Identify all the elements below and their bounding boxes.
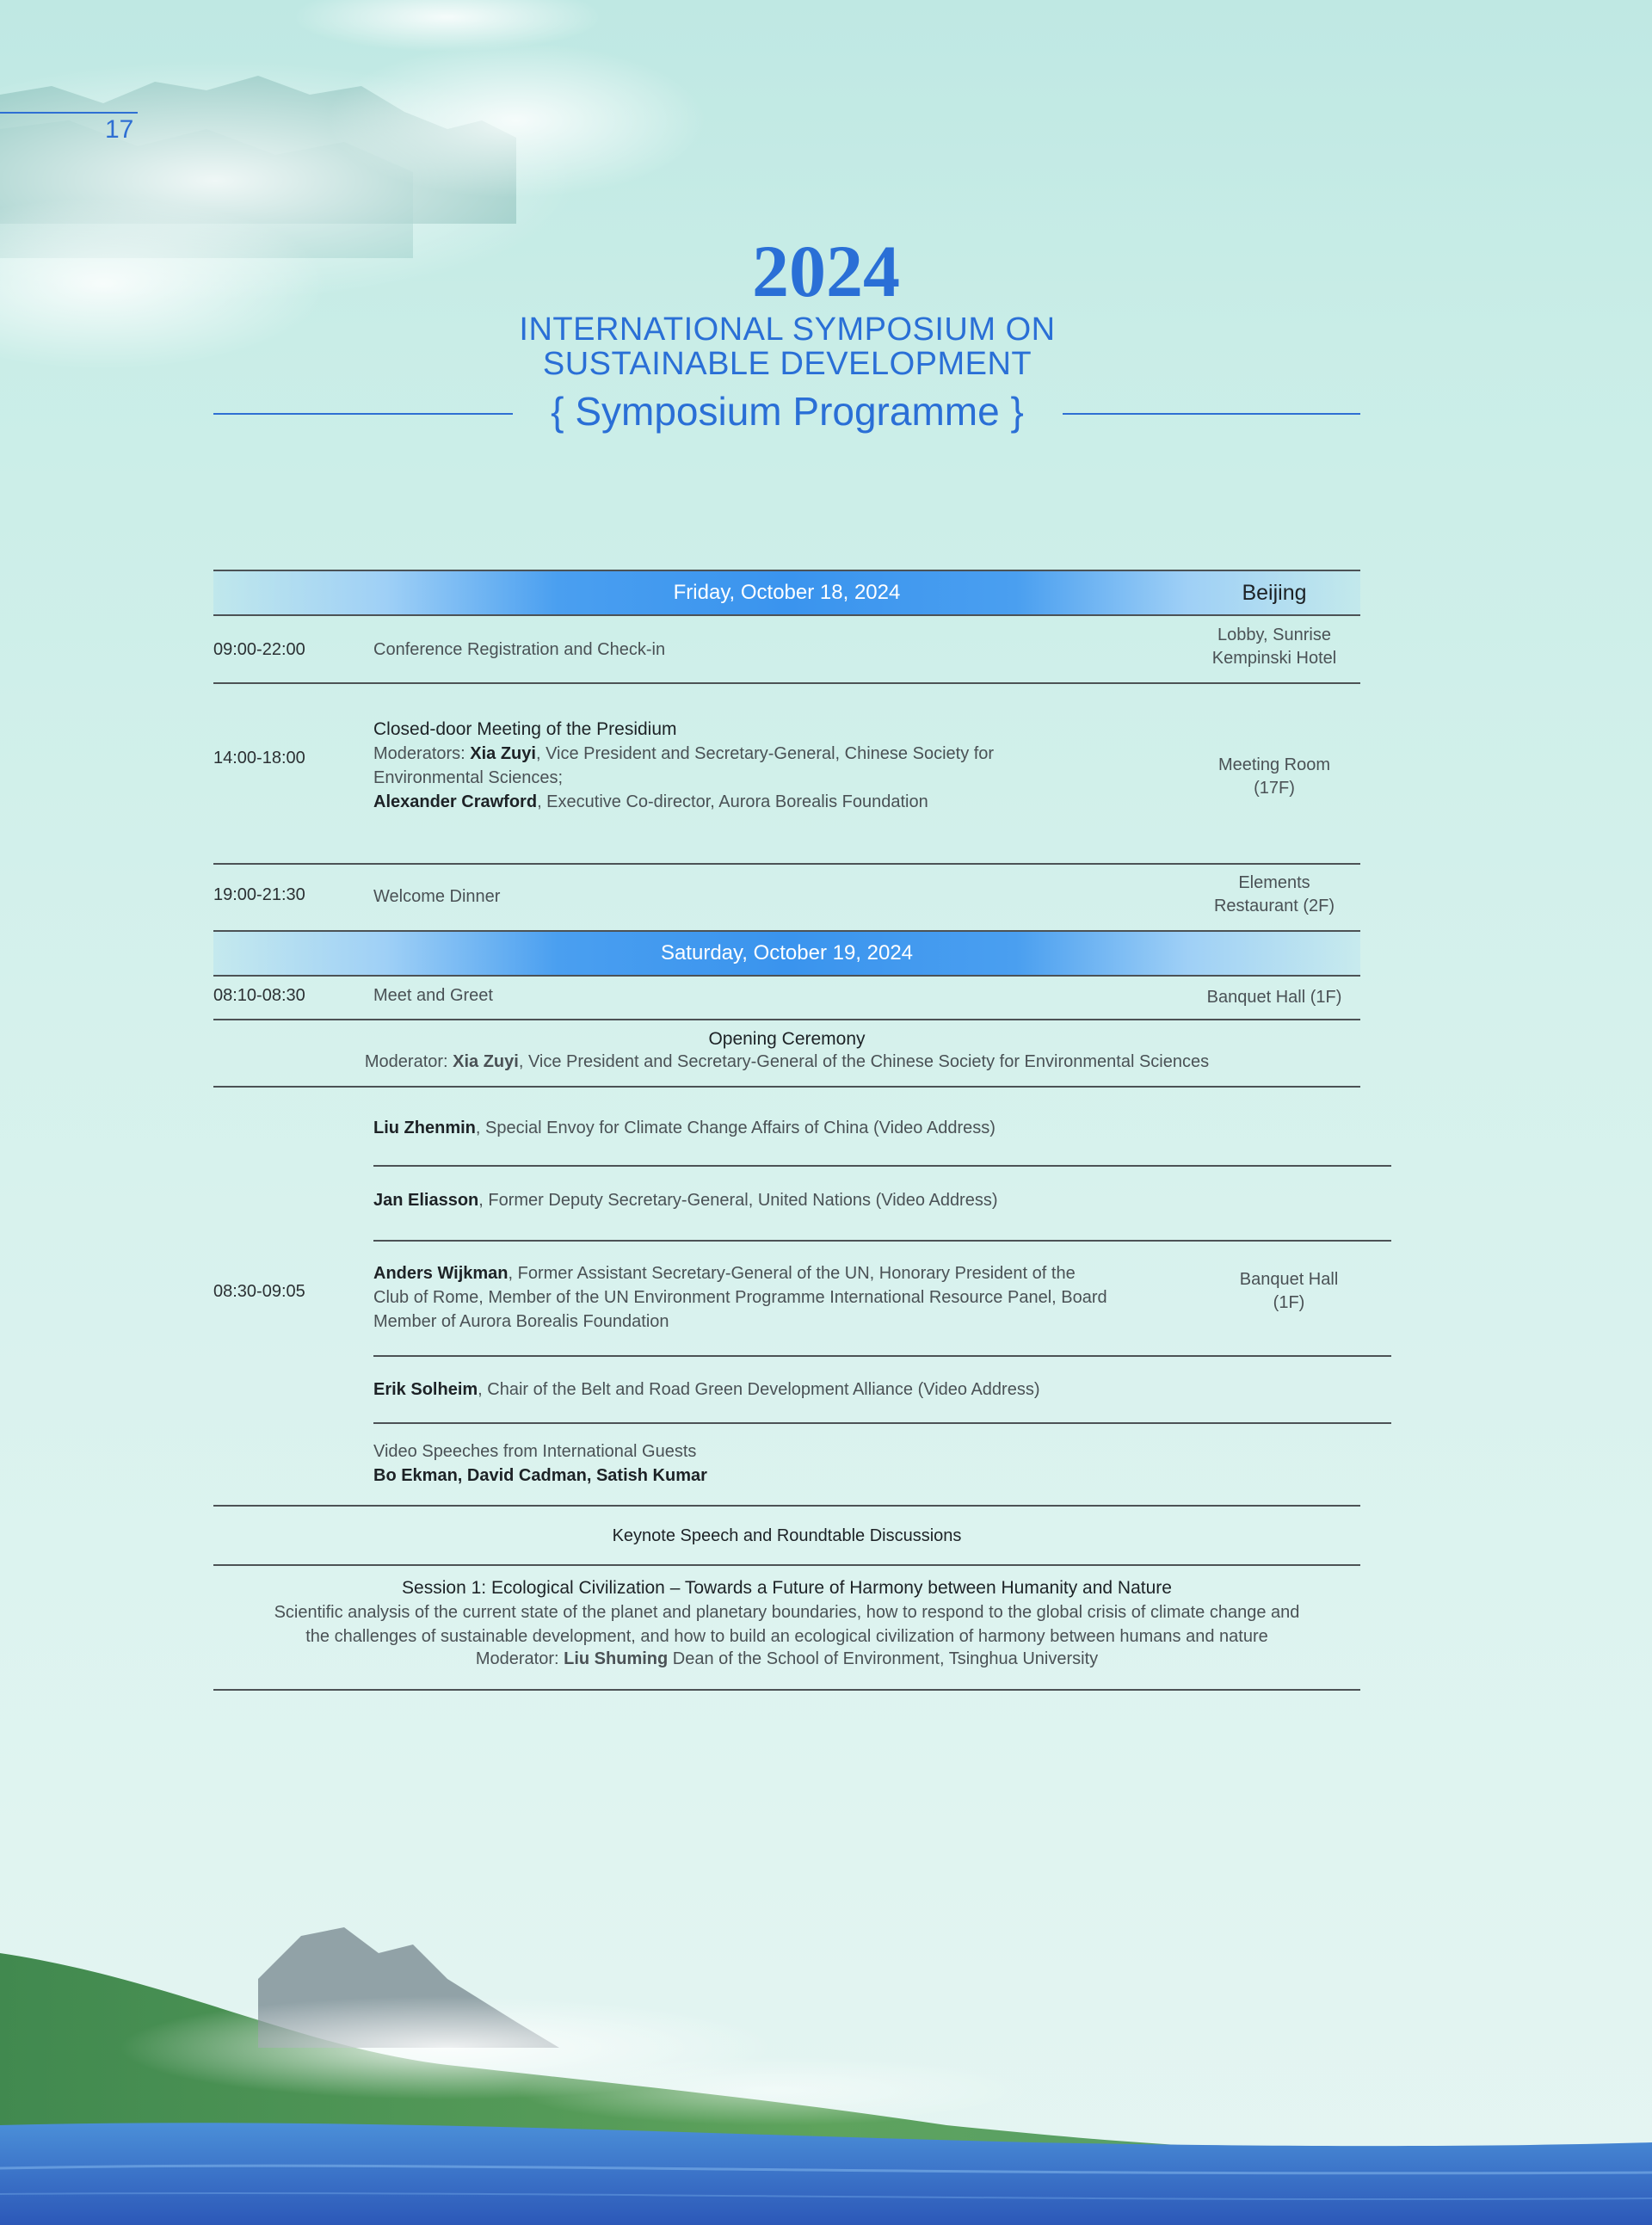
speaker-role-cont: Club of Rome, Member of the UN Environment Programme International Resource Panel, Board — [373, 1288, 1107, 1307]
moderator-line — [373, 790, 994, 814]
moderator-role: , Vice President and Secretary-General, Chinese Society for — [535, 744, 995, 763]
title-year: 2024 — [752, 230, 900, 312]
speaker-role-cont: Member of Aurora Borealis Foundation — [373, 1312, 669, 1331]
meeting-title: Closed-door Meeting of the Presidium — [373, 719, 677, 739]
mod-prefix: Moderator: — [364, 1052, 453, 1071]
programme-table — [213, 0, 1360, 2225]
session1-title: Session 1: Ecological Civilization – Towards a Future of Harmony between Humanity and Nature — [402, 1578, 1172, 1598]
session1-desc-1: Scientific analysis of the current state of the planet and planetary boundaries, how to respond to the global crisis of climate change and — [274, 1603, 1300, 1622]
moderator-name: Xia Zuyi — [453, 1052, 519, 1071]
moderator-role-cont: Environmental Sciences; — [373, 768, 564, 787]
title-line-2: SUSTAINABLE DEVELOPMENT — [542, 346, 1032, 382]
day1-date: Friday, October 18, 2024 — [673, 581, 901, 604]
moderator-role: Dean of the School of Environment, Tsinghua University — [668, 1649, 1099, 1668]
row-time: 08:30-09:05 — [213, 1282, 305, 1301]
speaker-divider — [373, 1355, 1391, 1357]
opening-title: Opening Ceremony — [708, 1029, 866, 1049]
page-number-rule — [0, 112, 138, 114]
day2-date: Saturday, October 19, 2024 — [660, 941, 914, 965]
session1-desc-2: the challenges of sustainable development, and how to build an ecological civilization of harmony between humans and nature — [305, 1627, 1268, 1646]
page-number: 17 — [105, 115, 134, 144]
speaker-2 — [373, 1188, 998, 1212]
speaker-4 — [373, 1378, 1040, 1402]
speaker-divider — [373, 1165, 1391, 1167]
day1-band — [213, 571, 1360, 614]
row-event: Conference Registration and Check-in — [373, 640, 666, 659]
moderator-name: Xia Zuyi — [470, 744, 536, 763]
speaker-name: Erik Solheim — [373, 1380, 478, 1399]
row-event — [373, 718, 994, 814]
speaker-name: Jan Eliasson — [373, 1191, 479, 1210]
speaker-role: , Former Deputy Secretary-General, United Nations (Video Address) — [478, 1191, 998, 1210]
rule — [213, 1086, 1360, 1088]
row-venue — [1188, 754, 1360, 800]
mod-prefix: Moderators: — [373, 744, 471, 763]
row-venue — [1188, 872, 1360, 918]
keynote-heading: Keynote Speech and Roundtable Discussions — [612, 1526, 962, 1545]
speaker-5 — [373, 1439, 707, 1488]
venue-line: Restaurant (2F) — [1213, 897, 1335, 915]
rule — [213, 614, 1360, 616]
day2-band — [213, 932, 1360, 975]
row-time: 19:00-21:30 — [213, 885, 305, 904]
row-venue — [1188, 624, 1360, 670]
moderator-line — [373, 742, 994, 766]
speaker-role: , Chair of the Belt and Road Green Development Alliance (Video Address) — [478, 1380, 1040, 1399]
row-event: Welcome Dinner — [373, 887, 501, 906]
row-time: 08:10-08:30 — [213, 986, 305, 1005]
row-time: 14:00-18:00 — [213, 749, 305, 767]
video-speeches-title: Video Speeches from International Guests — [373, 1442, 697, 1461]
venue-line: Lobby, Sunrise — [1217, 626, 1331, 644]
rule — [213, 975, 1360, 977]
rule — [213, 1505, 1360, 1507]
speaker-divider — [373, 1240, 1391, 1242]
day1-city: Beijing — [1242, 581, 1307, 605]
speaker-role: , Special Envoy for Climate Change Affairs of China (Video Address) — [475, 1119, 996, 1137]
speaker-3 — [373, 1261, 1107, 1334]
moderator-role: , Vice President and Secretary-General of the Chinese Society for Environmental Sciences — [518, 1052, 1210, 1071]
venue-line: (1F) — [1273, 1293, 1305, 1312]
venue-line: Meeting Room — [1217, 755, 1331, 774]
venue-line: Elements — [1238, 873, 1310, 892]
moderator-name: Alexander Crawford — [373, 792, 538, 811]
guest-names: Bo Ekman, David Cadman, Satish Kumar — [373, 1466, 707, 1485]
speaker-name: Anders Wijkman — [373, 1264, 509, 1283]
moderator-role: , Executive Co-director, Aurora Borealis Foundation — [537, 792, 928, 811]
venue-line: (17F) — [1254, 779, 1295, 798]
opening-moderator — [213, 1050, 1360, 1074]
rule — [213, 1564, 1360, 1566]
speaker-name: Liu Zhenmin — [373, 1119, 476, 1137]
venue-line: Kempinski Hotel — [1211, 649, 1337, 668]
speaker-1 — [373, 1116, 996, 1140]
row-time: 09:00-22:00 — [213, 640, 305, 659]
speaker-divider — [373, 1422, 1391, 1424]
moderator-name: Liu Shuming — [564, 1649, 669, 1668]
mod-prefix: Moderator: — [475, 1649, 564, 1668]
speaker-role: , Former Assistant Secretary-General of the UN, Honorary President of the — [508, 1264, 1076, 1283]
rule — [213, 682, 1360, 684]
venue-line: Banquet Hall — [1239, 1270, 1339, 1289]
row-venue: Banquet Hall (1F) — [1206, 988, 1342, 1007]
title-line-1: INTERNATIONAL SYMPOSIUM ON — [519, 311, 1056, 348]
row-venue — [1203, 1268, 1375, 1315]
session1-moderator — [213, 1647, 1360, 1671]
rule — [213, 1019, 1360, 1020]
row-event: Meet and Greet — [373, 986, 493, 1005]
rule — [213, 863, 1360, 865]
rule — [213, 1689, 1360, 1691]
programme-title: { Symposium Programme } — [551, 389, 1024, 434]
